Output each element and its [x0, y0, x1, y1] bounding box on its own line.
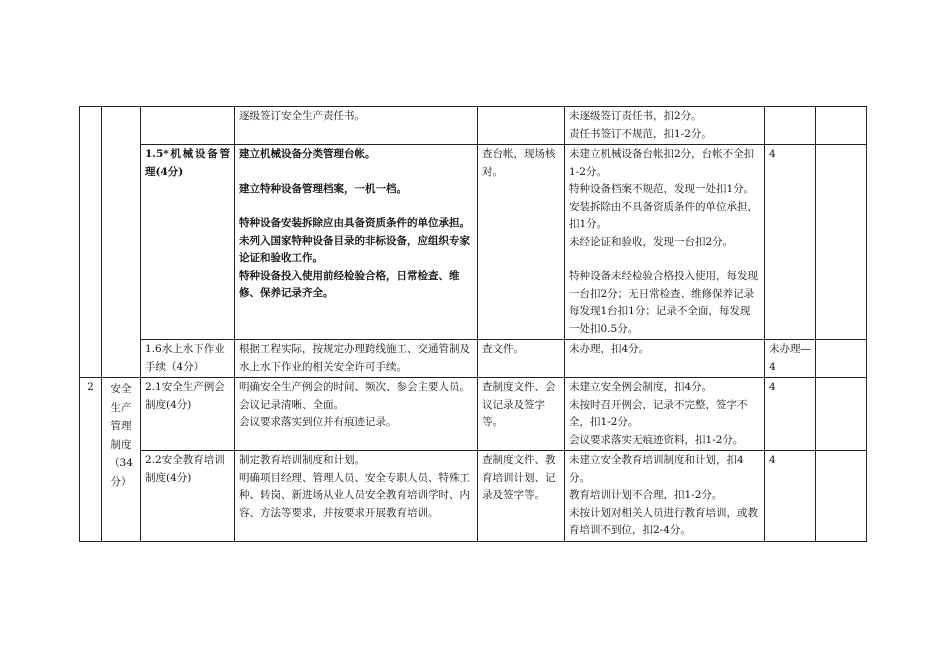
- actual-score-cell: [816, 107, 867, 145]
- method-cell: [478, 107, 565, 145]
- standard-text: 建立特种设备管理档案，一机一档。: [239, 182, 407, 195]
- deduction-text: 安装拆除由不具备资质条件的单位承担，扣1分。: [569, 200, 758, 230]
- deduction-text: 特种设备未经检验合格投入使用，每发现一台扣2分；无日常检查、维修保养记录每发现1台扣1分；记录不全面，每发现一处扣0.5分。: [569, 270, 758, 335]
- should-score-cell: 未办理—4: [765, 340, 816, 378]
- item-cell: 2.2安全教育培训制度(4分): [141, 451, 235, 542]
- deduction-text: 未逐级签订责任书，扣2分。: [569, 110, 702, 122]
- deduction-text: 特种设备档案不规范，发现一处扣1分。: [569, 183, 755, 195]
- table-row: [80, 145, 867, 340]
- standard-text: 会议记录清晰、全面。: [239, 398, 344, 411]
- standard-cell: [235, 340, 478, 378]
- no-cell: 2: [80, 378, 102, 542]
- standard-text: 未列入国家特种设备目录的非标设备，应组织专家论证和验收工作。: [239, 234, 470, 264]
- item-cell: 1.5*机械设备管理(4分): [141, 145, 235, 340]
- standard-text: 逐级签订安全生产责任书。: [239, 110, 365, 122]
- should-score-cell: [765, 107, 816, 145]
- standard-text: 明确安全生产例会的时间、频次、参会主要人员。: [239, 381, 470, 393]
- deduction-cell: [565, 107, 765, 145]
- deduction-text: 未按时召开例会，记录不完整，签字不全，扣1-2分。: [569, 398, 748, 428]
- deduction-cell: [565, 451, 765, 542]
- table-row: [80, 107, 867, 145]
- category-cell: 安全生产管理制度（34分）: [102, 378, 141, 542]
- table-row: [80, 451, 867, 542]
- actual-score-cell: [816, 378, 867, 451]
- item-cell: 1.6水上水下作业手续（4分）: [141, 340, 235, 378]
- should-score-cell: 4: [765, 145, 816, 340]
- standard-text: 特种设备安装拆除应由具备资质条件的单位承担。: [239, 217, 470, 229]
- deduction-cell: [565, 340, 765, 378]
- method-cell: 查文件。: [478, 340, 565, 378]
- evaluation-table: [79, 106, 867, 542]
- deduction-text: 教育培训计划不合理，扣1-2分。: [569, 489, 723, 501]
- method-cell: 查制度文件、会议记录及签字等。: [478, 378, 565, 451]
- table-row: [80, 378, 867, 451]
- actual-score-cell: [816, 145, 867, 340]
- standard-text: 明确项目经理、管理人员、安全专职人员、特殊工种、转岗、新进场从业人员安全教育培训学时、内容、方法等要求，并按要求开展教育培训。: [239, 471, 470, 519]
- deduction-text: 未建立机械设备台帐扣2分，台帐不全扣1-2分。: [569, 148, 755, 178]
- category-cell: [102, 107, 141, 378]
- should-score-cell: 4: [765, 451, 816, 542]
- deduction-cell: [565, 145, 765, 340]
- actual-score-cell: [816, 451, 867, 542]
- deduction-text: 未按计划对相关人员进行教育培训，或教育培训不到位，扣2-4分。: [569, 506, 758, 536]
- actual-score-cell: [816, 340, 867, 378]
- standard-text: 建立机械设备分类管理台帐。: [239, 148, 376, 160]
- method-cell: 查台帐，现场核对。: [478, 145, 565, 340]
- deduction-cell: [565, 378, 765, 451]
- standard-text: 制定教育培训制度和计划。: [239, 454, 365, 466]
- standard-text: 会议要求落实到位并有痕迹记录。: [239, 416, 397, 428]
- deduction-text: 会议要求落实无痕迹资料，扣1-2分。: [569, 433, 744, 446]
- standard-cell: [235, 145, 478, 340]
- standard-cell: [235, 451, 478, 542]
- standard-cell: [235, 107, 478, 145]
- no-cell: [80, 107, 102, 378]
- deduction-text: 责任书签订不规范，扣1-2分。: [569, 127, 712, 140]
- should-score-cell: 4: [765, 378, 816, 451]
- deduction-text: 未办理，扣4分。: [569, 343, 650, 355]
- standard-text: 根据工程实际，按规定办理跨线施工、交通管制及水上水下作业的相关安全许可手续。: [239, 343, 470, 373]
- item-cell: 2.1安全生产例会制度(4分): [141, 378, 235, 451]
- method-cell: 查制度文件、教育培训计划、记录及签字等。: [478, 451, 565, 542]
- deduction-text: 未建立安全例会制度，扣4分。: [569, 381, 713, 393]
- standard-text: 特种设备投入使用前经检验合格，日常检查、维修、保养记录齐全。: [239, 269, 460, 299]
- deduction-text: 未建立安全教育培训制度和计划，扣4分。: [569, 454, 744, 484]
- standard-cell: [235, 378, 478, 451]
- table-row: [80, 340, 867, 378]
- item-cell: [141, 107, 235, 145]
- deduction-text: 未经论证和验收，发现一台扣2分。: [569, 235, 734, 248]
